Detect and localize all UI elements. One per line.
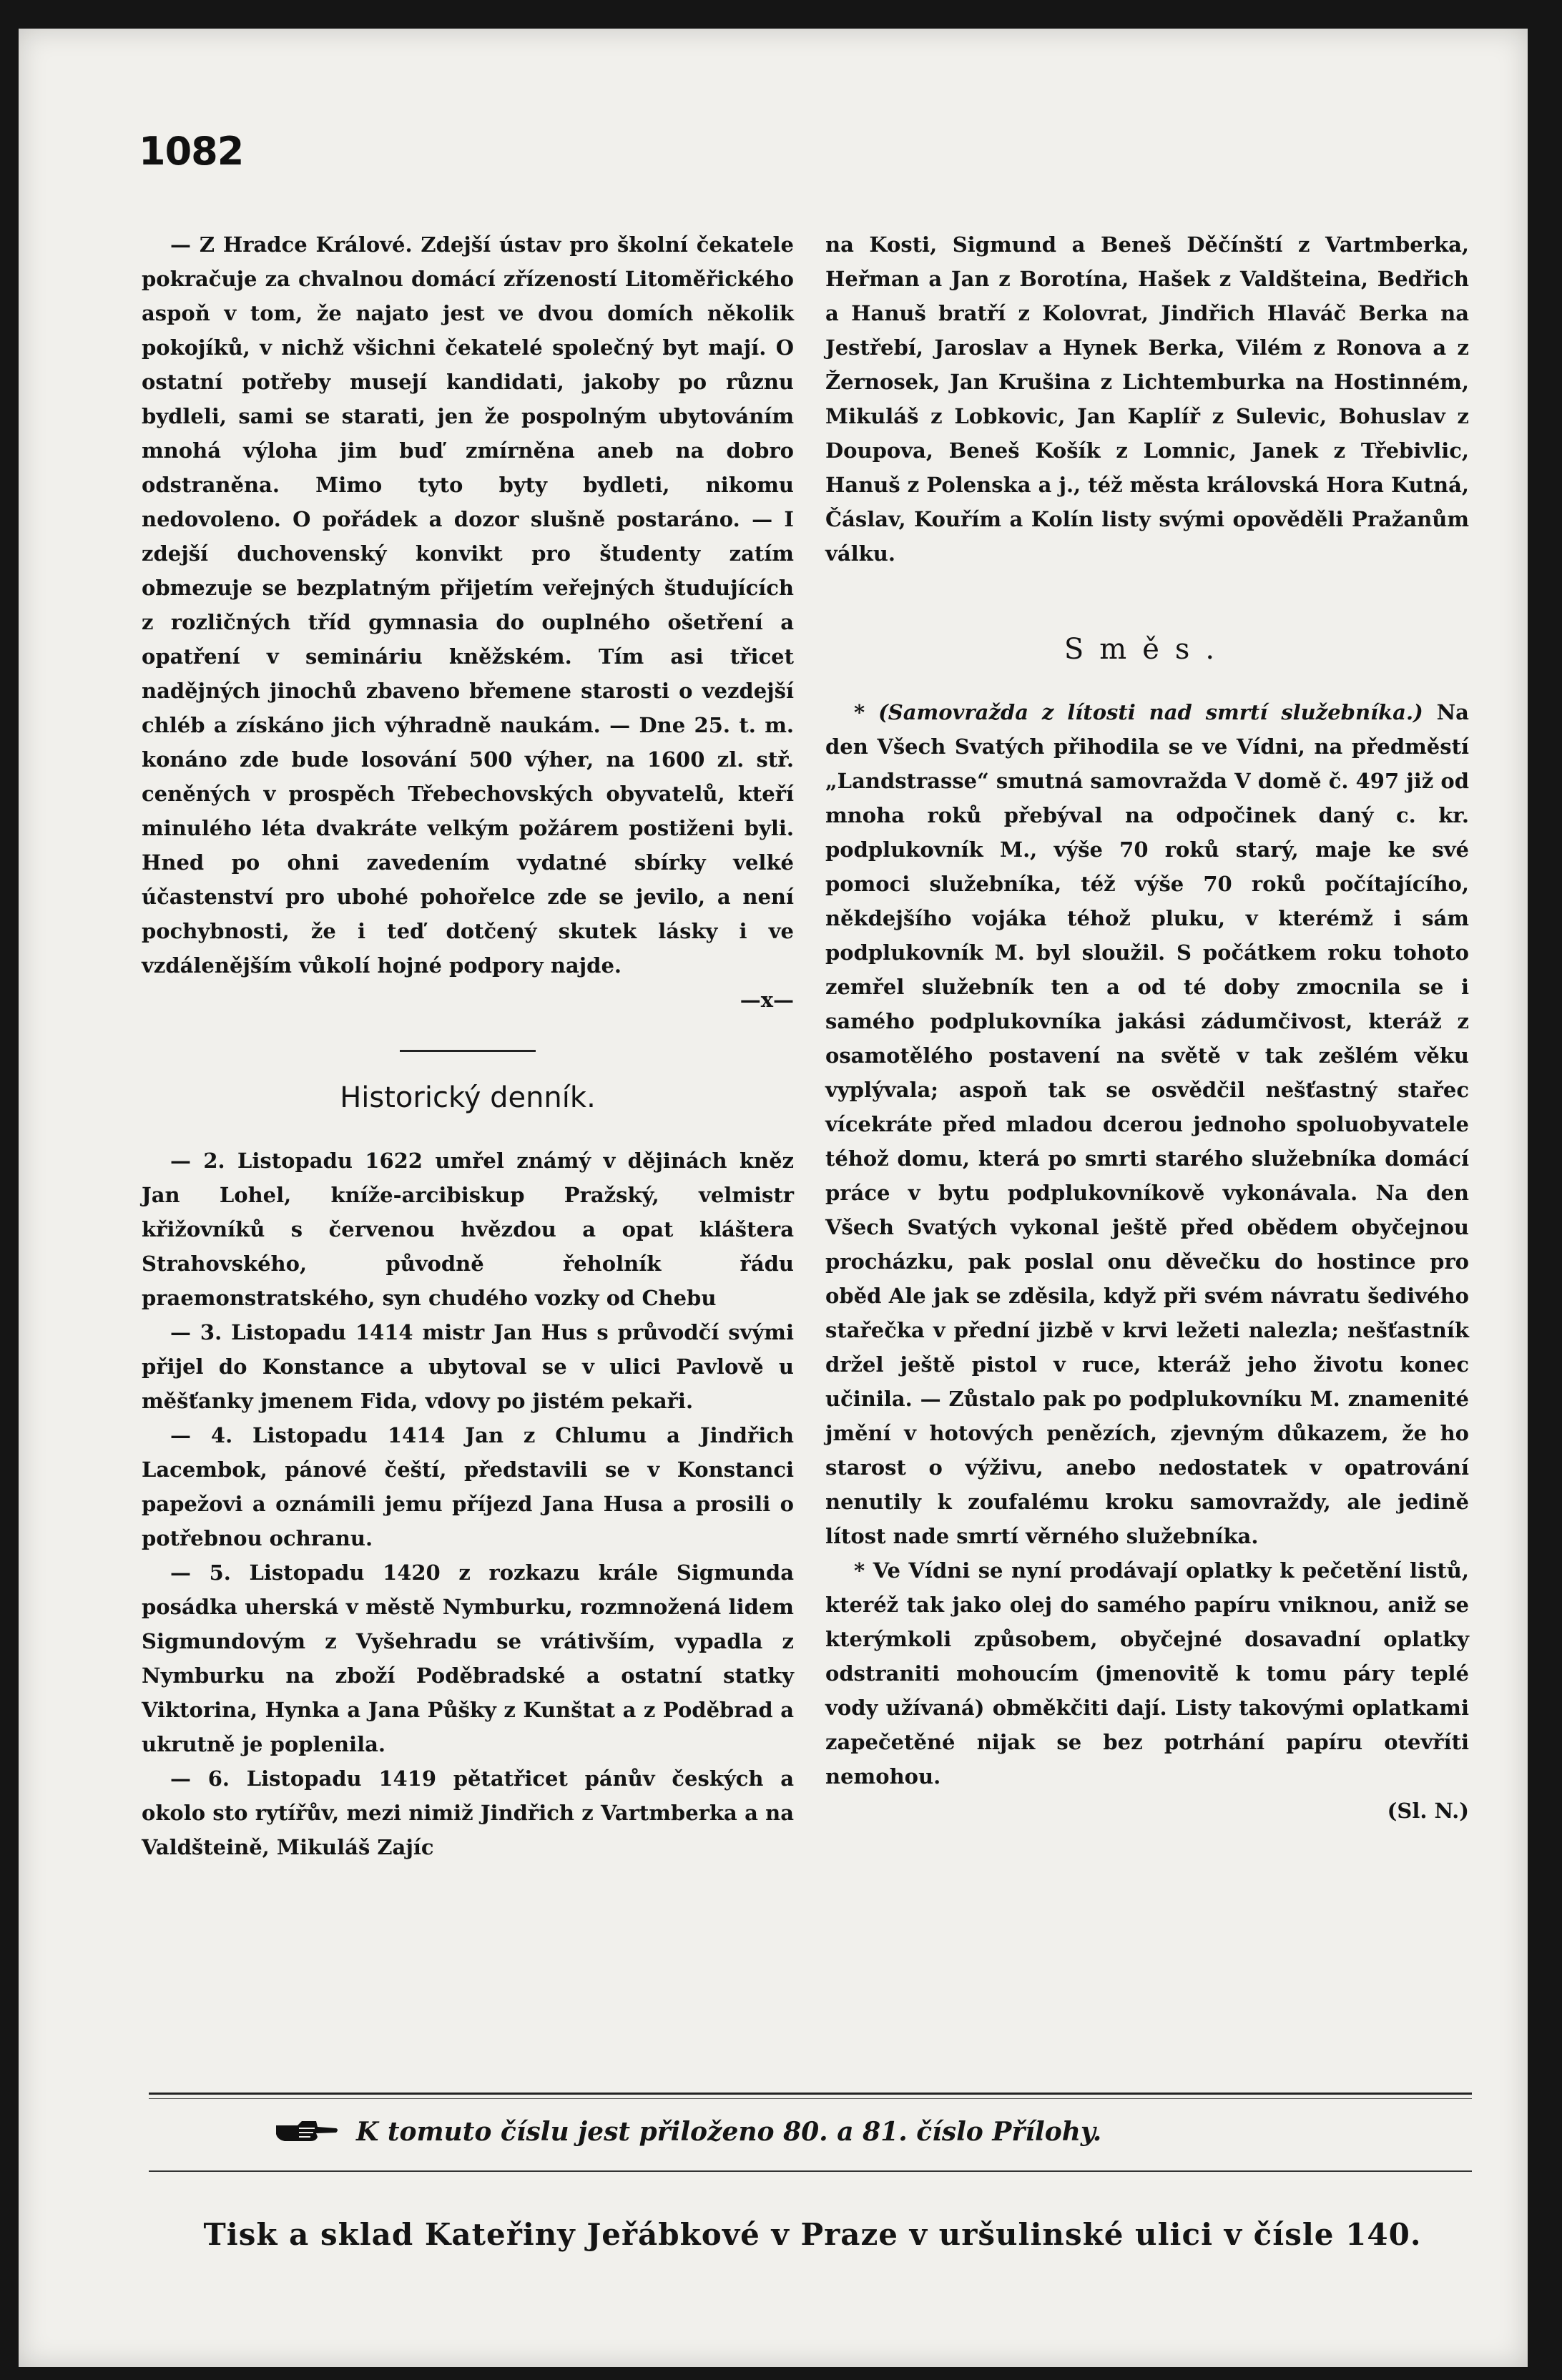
diary-entry: — 6. Listopadu 1419 pětatřicet pánův českých a okolo sto rytířův, mezi nimiž Jindřich z Vartmberka a na Valdšteině, Mikuláš Zajíc [142, 1766, 794, 1859]
footer-rule [149, 2170, 1472, 2172]
diary-entry: — 5. Listopadu 1420 z rozkazu krále Sigmunda posádka uherská v městě Nymburku, rozmnožená lidem Sigmundovým z Vyšehradu se vrátivším, vypadla z Nymburku na zboží Poděbradské a ostatní statky Viktorina, Hynka a Jana Půšky z Kunštat a z Poděbrad a ukrutně je poplenila. [142, 1560, 794, 1756]
miscellany-item-suicide [825, 695, 1469, 1553]
diary-entry: — 2. Listopadu 1622 umřel známý v dějinách kněz Jan Lohel, kníže-arcibiskup Pražský, velmistr křižovníků s červenou hvězdou a opat kláštera Strahovského, původně řeholník řádu praemonstratského, syn chudého vozky od Chebu [142, 1149, 794, 1310]
printer-imprint: Tisk a sklad Kateřiny Jeřábkové v Praze v uršulinské ulici v čísle 140. [203, 2217, 1422, 2252]
miscellany-item-body: Na den Všech Svatých přihodila se ve Vídni, na předměstí „Landstrasse“ smutná samovražda V domě č. 497 již od mnoha roků přebýval na odpočinek daný c. kr. podplukovník M., výše 70 roků starý, maje ke své pomoci služebníka, též výše 70 roků počítajícího, někdejšího vojáka téhož pluku, v kterémž i sám podplukovník M. byl sloužil. S počátkem roku tohoto zemřel služebník ten a od té doby zmocnila se i samého podplukovníka jakási zádumčivost, kteráž z osamotělého postavení na světě v tak zešlém věku vyplývala; aspoň tak se osvědčil nešťastný stařec vícekráte před mladou dcerou jednoho spoluobyvatele téhož domu, která po smrti starého služebníka domácí práce v bytu podplukovníkově vykonávala. Na den Všech Svatých vykonal ještě před obědem obyčejnou procházku, pak poslal onu děvečku do hostince pro oběd Ale jak se zděsila, když při svém návratu šedivého stařečka v přední jizbě v krvi ležeti nalezla; nešťastník držel ještě pistol v ruce, kteráž jeho životu konec učinila. — Zůstalo pak po podplukovníku M. znamenité jmění v hotových penězích, zjevným důkazem, že ho starost o výživu, anebo nedostatek v opatrování nenutily k zoufalému kroku samovraždy, ale jedině lítost nade smrtí věrného služebníka. [825, 700, 1469, 1548]
miscellany-item-wafers: * Ve Vídni se nyní prodávají oplatky k pečetění listů, kteréž tak jako olej do samého papíru vniknou, aniž se kterýmkoli způsobem, obyčejné dosavadní oplatky odstraniti mohoucím (jmenovitě k tomu páry teplé vody užívaná) obměkčiti dají. Listy takovými oplatkami zapečetěné nijak se bez potrhání papíru otevříti nemohou. [825, 1558, 1469, 1789]
newspaper-page [19, 29, 1528, 2367]
pointing-hand-icon [273, 2118, 339, 2145]
diary-entry: — 4. Listopadu 1414 Jan z Chlumu a Jindřich Lacembok, pánové čeští, představili se v Konstanci papežovi a oznámili jemu příjezd Jana Husa a prosili o potřebnou ochranu. [142, 1423, 794, 1550]
miscellany-heading: Směs. [1064, 633, 1231, 666]
right-column [825, 227, 1469, 1828]
item-source: (Sl. N.) [1387, 1799, 1469, 1823]
miscellany-item-lead: * (Samovražda z lítosti nad smrtí služebníka.) [854, 700, 1423, 724]
diary-entry-continuation: na Kosti, Sigmund a Beneš Děčínští z Vartmberka, Heřman a Jan z Borotína, Hašek z Valdšteina, Bedřich a Hanuš bratří z Kolovrat, Jindřich Hlaváč Berka na Jestřebí, Jaroslav a Hynek Berka, Vilém z Ronova a z Žernosek, Jan Krušina z Lichtemburka na Hostinném, Mikuláš z Lobkovic, Jan Kaplíř z Sulevic, Bohuslav z Doupova, Beneš Košík z Lomnic, Janek z Třebivlic, Hanuš z Polenska a j., též města královská Hora Kutná, Čáslav, Kouřím a Kolín listy svými opověděli Pražanům válku. [825, 232, 1470, 566]
historical-diary-heading: Historický denník. [340, 1081, 596, 1114]
diary-entry: — 3. Listopadu 1414 mistr Jan Hus s průvodčí svými přijel do Konstance a ubytoval se v ulici Pavlově u měšťanky jmenem Fida, vdovy po jistém pekaři. [142, 1320, 794, 1413]
footer-rule [149, 2093, 1472, 2095]
page-number: 1082 [139, 129, 244, 174]
news-article-hradec-kralove: — Z Hradce Králové. Zdejší ústav pro školní čekatele pokračuje za chvalnou domácí zřízeností Litoměřického aspoň v tom, že najato jest ve dvou domích několik pokojíků, v nichž všichni čekatelé společný byt mají. O ostatní potřeby musejí kandidati, jakoby po různu bydleli, sami se starati, jen že pospolným ubytováním mnohá výloha jim buď zmírněna aneb na dobro odstraněna. Mimo tyto byty bydleti, nikomu nedovoleno. O pořádek a dozor slušně postaráno. — I zdejší duchovenský konvikt pro študenty zatím obmezuje se bezplatným přijetím veřejných študujících z rozličných tříd gymnasia do ouplného ošetření a opatření v semináriu kněžském. Tím asi třicet nadějných jinochů zbaveno břemene starosti o vezdejší chléb a získáno jich výhradně naukám. — Dne 25. t. m. konáno zde bude losování 500 výher, na 1600 zl. stř. ceněných v prospěch Třebechovských obyvatelů, kteří minulého léta dvakráte velkým požárem postiženi byli. Hned po ohni zavedením vydatné sbírky velké účastenství pro ubohé pohořelce zde se jevilo, a není pochybnosti, že i teď dotčený skutek lásky i ve vzdálenějším vůkolí hojné podpory najde. [142, 232, 794, 978]
section-divider [400, 1050, 536, 1052]
supplement-note [273, 2117, 1101, 2147]
footer-rule [149, 2098, 1472, 2099]
article-signature: —x— [740, 988, 794, 1012]
supplement-note-text: K tomuto číslu jest přiloženo 80. a 81. číslo Přílohy. [356, 2117, 1102, 2147]
left-column [142, 227, 794, 1864]
